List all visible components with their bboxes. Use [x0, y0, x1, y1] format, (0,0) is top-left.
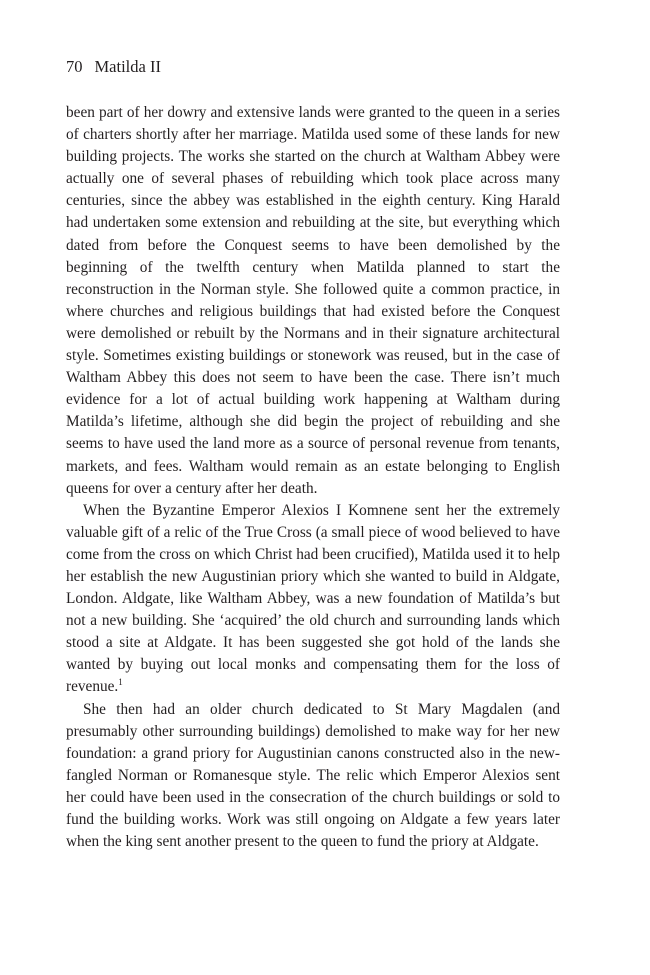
paragraph-text: When the Byzantine Emperor Alexios I Komnene sent her the extremely valuable gift of a relic of the True Cross (a small piece of wood believed to have come from the cross on which Christ had been crucified), Matilda used it to help her establish the new Augustinian priory which she wanted to build in Aldgate, London. Aldgate, like Waltham Abbey, was a new foundation of Matilda’s but not a new building. She ‘acquired’ the old church and surrounding lands which stood a site at Aldgate. It has been suggested she got hold of the lands she wanted by buying out local monks and compensating them for the loss of revenue.	[66, 501, 560, 696]
paragraph-priory	[66, 699, 560, 854]
paragraph-text: been part of her dowry and extensive lands were granted to the queen in a series of charters shortly after her marriage. Matilda used some of these lands for new building projects. The works she started on the church at Waltham Abbey were actually one of several phases of rebuilding which took place across many centuries, since the abbey was established in the eighth century. King Harald had undertaken some extension and rebuilding at the site, but everything which dated from before the Conquest seems to have been demolished by the beginning of the twelfth century when Matilda planned to start the reconstruction in the Norman style. She followed quite a common practice, in where churches and religious buildings that had existed before the Conquest were demolished or rebuilt by the Normans and in their signature architectural style. Sometimes existing buildings or stonework was reused, but in the case of Waltham Abbey this does not seem to have been the case. There isn’t much evidence for a lot of actual building work happening at Waltham during Matilda’s lifetime, although she did begin the project of rebuilding and she seems to have used the land more as a source of personal revenue from tenants, markets, and fees. Waltham would remain as an estate belonging to English queens for over a century after her death.	[66, 104, 560, 497]
running-title: Matilda II	[94, 57, 161, 76]
running-head	[66, 56, 161, 78]
paragraph-continued	[66, 102, 560, 500]
paragraph-relic	[66, 500, 560, 699]
page-number: 70	[66, 57, 83, 76]
footnote-marker[interactable]: 1	[118, 677, 123, 688]
paragraph-text: She then had an older church dedicated to St Mary Magdalen (and presumably other surrounding buildings) demolished to make way for her new foundation: a grand priory for Augustinian canons constructed also in the new-fangled Norman or Romanesque style. The relic which Emperor Alexios sent her could have been used in the consecration of the church buildings or sold to fund the building works. Work was still ongoing on Aldgate a few years later when the king sent another present to the queen to fund the priory at Aldgate.	[66, 700, 560, 851]
body-text	[66, 102, 560, 853]
